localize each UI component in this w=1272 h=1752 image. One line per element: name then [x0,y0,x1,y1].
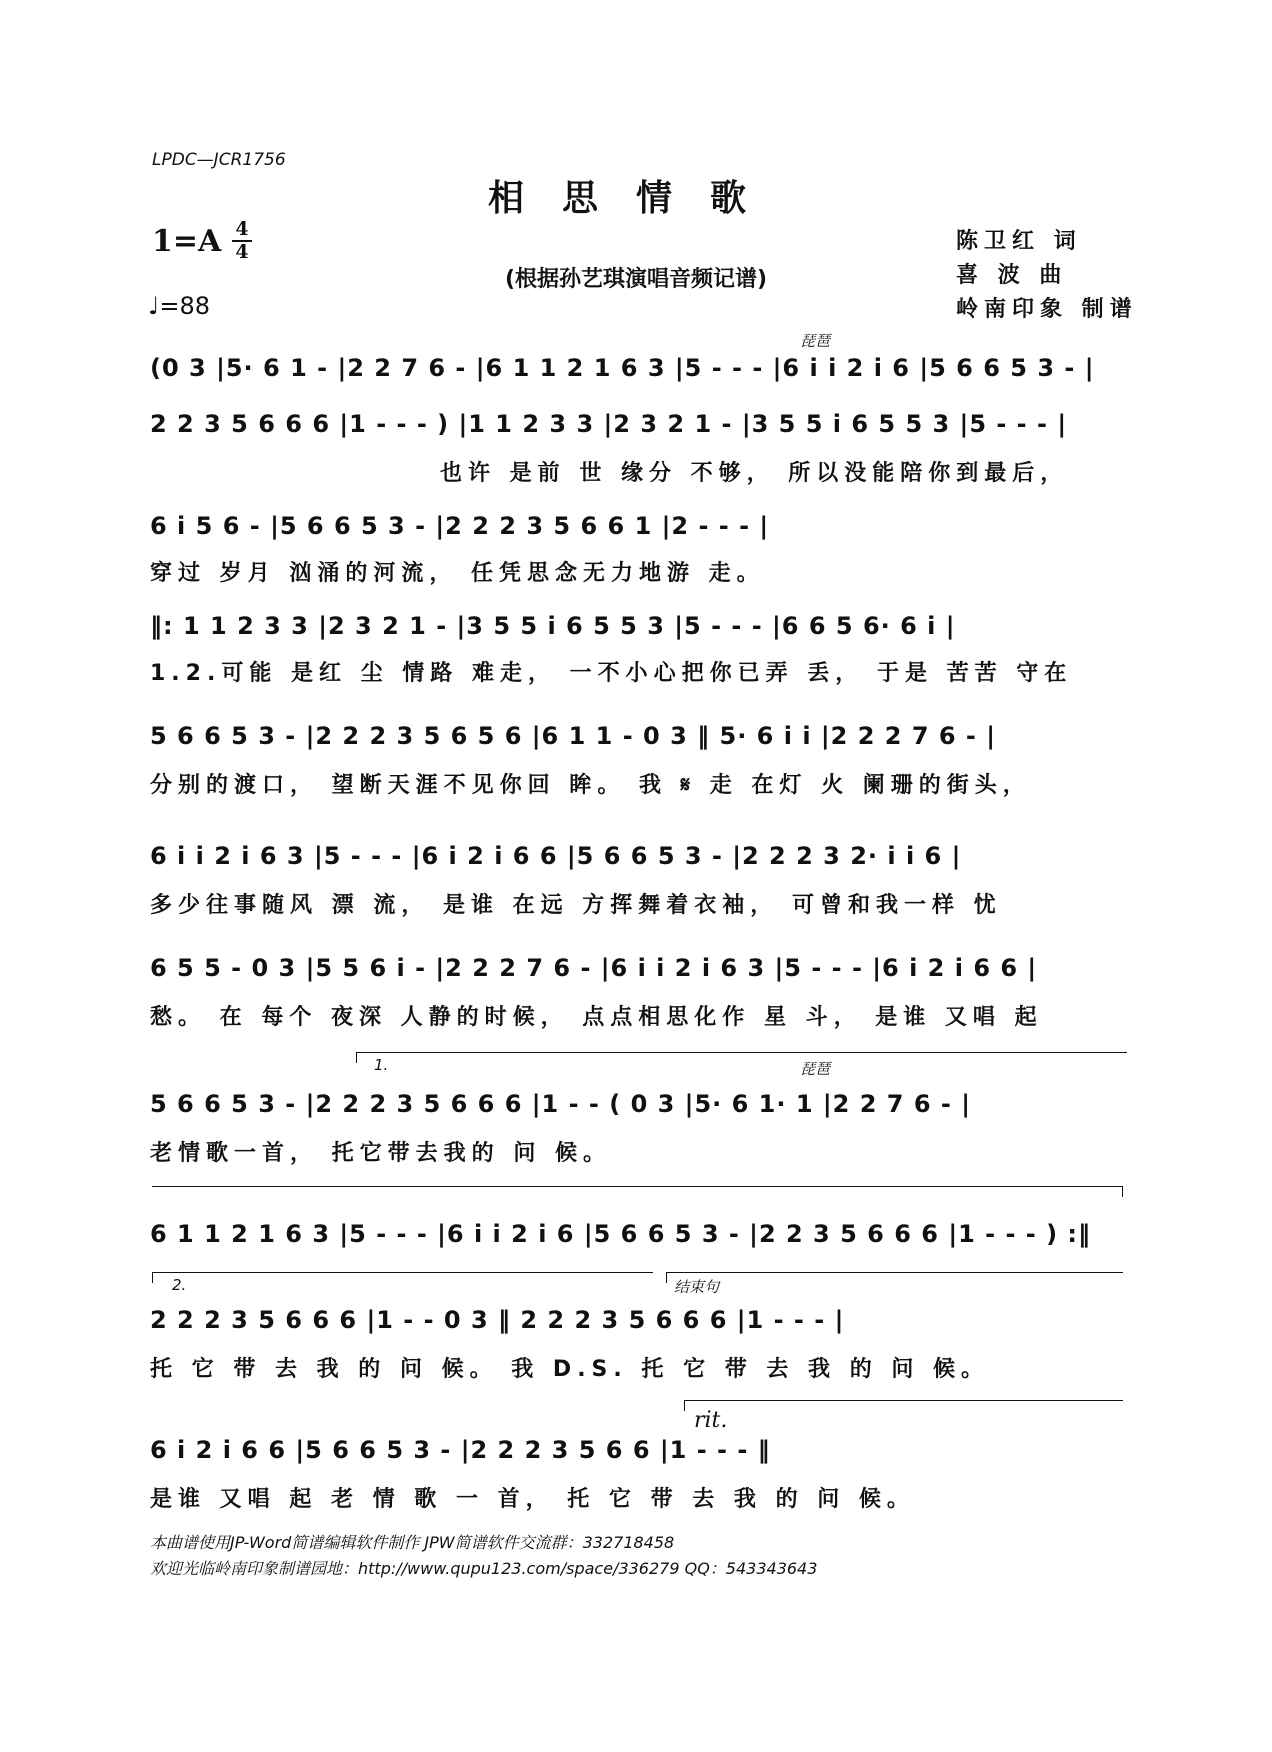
subtitle: (根据孙艺琪演唱音频记谱) [504,267,768,292]
score-line-6: 6 i i 2 i 6 3 |5 - - - |6 i 2 i 6 6 |5 6 6 5 3 - |2 2 2 3 2· i i 6 | [150,842,962,870]
ending-label: 结束句 [674,1278,720,1296]
score-line-7: 6 5 5 - 0 3 |5 5 6 i - |2 2 2 7 6 - |6 i i 2 i 6 3 |5 - - - |6 i 2 i 6 6 | [150,954,1038,982]
lyric-line-3: 穿过 岁月 汹涌的河流， 任凭思念无力地游 走。 [150,561,765,586]
score-code: LPDC—JCR1756 [152,150,286,170]
time-bottom: 4 [235,241,249,263]
lyric-line-11: 是谁 又唱 起 老 情 歌 一 首， 托 它 带 去 我 的 问 候。 [150,1487,915,1512]
footer-line-1: 本曲谱使用JP-Word简谱编辑软件制作 JPW简谱软件交流群：332718458 [150,1533,675,1552]
score-line-10: 2 2 2 3 5 6 6 6 |1 - - 0 3 ‖ 2 2 2 3 5 6 6 6 |1 - - - | [150,1306,845,1334]
tempo-value: =88 [159,292,210,320]
tempo [148,292,210,320]
key-signature: 1=A [152,224,222,259]
time-top: 4 [235,218,249,240]
footer-line-2: 欢迎光临岭南印象制谱园地：http://www.qupu123.com/space/336279 QQ：543343643 [150,1559,818,1578]
lyric-line-2: 也许 是前 世 缘分 不够， 所以没能陪你到最后， [440,461,1069,486]
score-line-2: 2 2 3 5 6 6 6 |1 - - - ) |1 1 2 3 3 |2 3 2 1 - |3 5 5 i 6 5 5 3 |5 - - - | [150,410,1068,438]
score-line-4: ‖: 1 1 2 3 3 |2 3 2 1 - |3 5 5 i 6 5 5 3 |5 - - - |6 6 5 6· 6 i | [150,612,956,640]
score-line-1: (0 3 |5· 6 1 - |2 2 7 6 - |6 1 1 2 1 6 3 |5 - - - |6 i i 2 i 6 |5 6 6 5 3 - | [150,354,1095,382]
pipa-mark: 琵琶 [800,332,831,350]
lyric-line-10: 托 它 带 去 我 的 问 候。 我 D.S. 托 它 带 去 我 的 问 候。 [150,1357,990,1382]
lyric-line-4: 1.2.可能 是红 尘 情路 难走， 一不小心把你已弄 丢， 于是 苦苦 守在 [150,661,1073,686]
score-line-11: 6 i 2 i 6 6 |5 6 6 5 3 - |2 2 2 3 5 6 6 |1 - - - ‖ [150,1436,771,1464]
score-line-8: 5 6 6 5 3 - |2 2 2 3 5 6 6 6 |1 - - ( 0 3 |5· 6 1· 1 |2 2 7 6 - | [150,1090,971,1118]
page-title: 相思情歌 [487,177,784,219]
arranger: 岭南印象 制谱 [956,297,1138,322]
lyricist: 陈卫红 词 [956,229,1082,254]
composer: 喜 波 曲 [956,263,1068,288]
time-signature [232,220,252,262]
score-line-5: 5 6 6 5 3 - |2 2 2 3 5 6 5 6 |6 1 1 - 0 3 ‖ 5· 6 i i |2 2 2 7 6 - | [150,722,997,750]
quarter-note-icon: ♩ [148,292,160,320]
rit-mark: rit. [694,1408,728,1433]
lyric-line-6: 多少往事随风 漂 流， 是谁 在远 方挥舞着衣袖， 可曾和我一样 忧 [150,893,1002,918]
lyric-line-5: 分别的渡口， 望断天涯不见你回 眸。 我 𝄋 走 在灯 火 阑珊的街头， [150,773,1031,798]
pipa-mark-2: 琵琶 [800,1060,831,1078]
volta-2: 2. [172,1276,187,1294]
lyric-line-8: 老情歌一首， 托它带去我的 问 候。 [150,1141,611,1166]
volta-1: 1. [374,1056,389,1074]
score-line-9: 6 1 1 2 1 6 3 |5 - - - |6 i i 2 i 6 |5 6 6 5 3 - |2 2 3 5 6 6 6 |1 - - - ) :‖ [150,1220,1092,1248]
lyric-line-7: 愁。 在 每个 夜深 人静的时候， 点点相思化作 星 斗， 是谁 又唱 起 [150,1005,1043,1030]
score-line-3: 6 i 5 6 - |5 6 6 5 3 - |2 2 2 3 5 6 6 1 |2 - - - | [150,512,770,540]
